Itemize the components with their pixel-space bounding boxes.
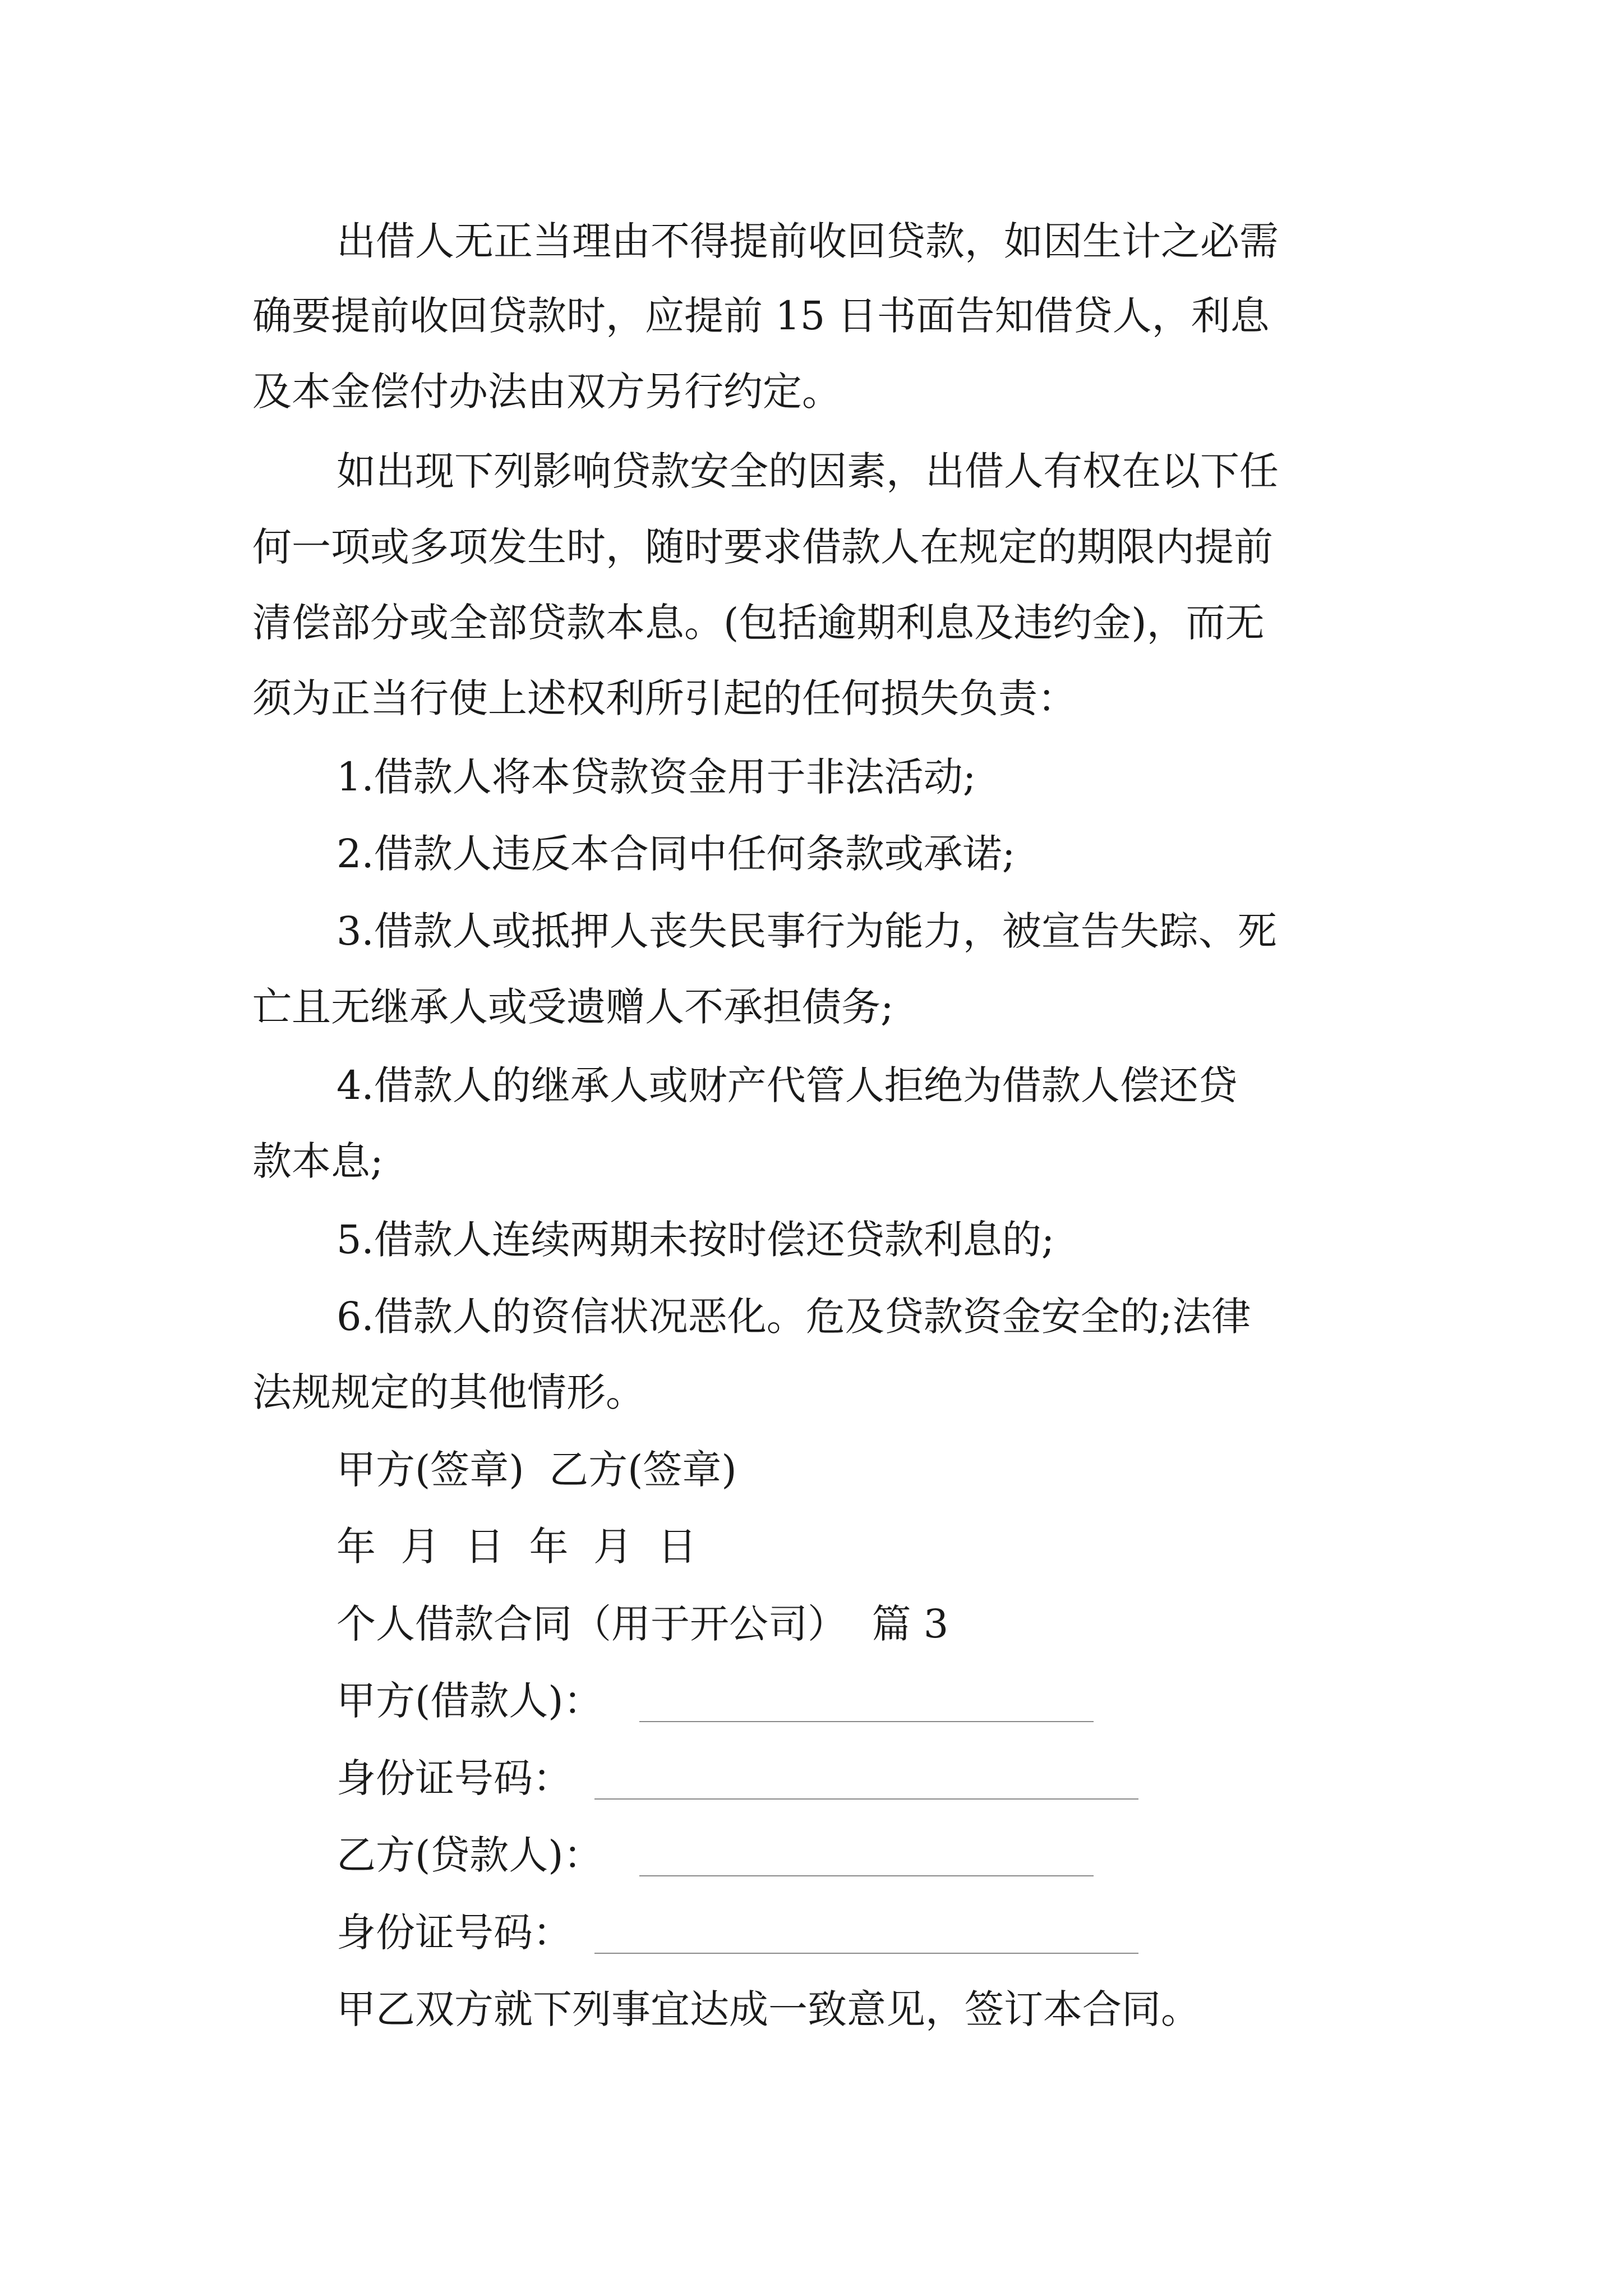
paragraph-line: 甲乙双方就下列事宜达成一致意见，签订本合同。	[336, 1986, 1200, 2032]
date-line: 年 月 日 年 月 日	[336, 1524, 697, 1570]
paragraph-line: 清偿部分或全部贷款本息。(包括逾期利息及违约金)，而无	[252, 600, 1265, 646]
list-item: 4.借款人的继承人或财产代管人拒绝为借款人偿还贷	[336, 1062, 1238, 1108]
paragraph-line: 何一项或多项发生时，随时要求借款人在规定的期限内提前	[252, 524, 1273, 570]
field-label-id-number: 身份证号码：	[336, 1910, 572, 1955]
field-label-party-b: 乙方(贷款人)：	[336, 1832, 603, 1878]
party-b-blank	[639, 1875, 1094, 1876]
list-item-continuation: 亡且无继承人或受遗赠人不承担债务;	[252, 984, 894, 1030]
field-label-party-a: 甲方(借款人)：	[336, 1678, 603, 1724]
field-label-id-number: 身份证号码：	[336, 1755, 572, 1801]
id-number-blank	[594, 1953, 1138, 1954]
paragraph-line: 须为正当行使上述权利所引起的任何损失负责：	[252, 675, 1077, 721]
paragraph-line: 及本金偿付办法由双方另行约定。	[252, 369, 841, 415]
section-title: 个人借款合同（用于开公司） 篇 3	[336, 1601, 949, 1647]
list-item: 6.借款人的资信状况恶化。危及贷款资金安全的;法律	[336, 1294, 1251, 1340]
list-item-continuation: 款本息;	[252, 1138, 384, 1184]
list-item-continuation: 法规规定的其他情形。	[252, 1369, 645, 1415]
party-a-blank	[639, 1721, 1094, 1722]
id-number-blank	[594, 1798, 1138, 1800]
signature-line: 甲方(签章) 乙方(签章)	[336, 1447, 737, 1493]
list-item: 1.借款人将本贷款资金用于非法活动;	[336, 754, 976, 800]
paragraph-line: 出借人无正当理由不得提前收回贷款，如因生计之必需	[336, 218, 1279, 264]
paragraph-line: 如出现下列影响贷款安全的因素，出借人有权在以下任	[336, 448, 1279, 494]
list-item: 3.借款人或抵押人丧失民事行为能力，被宣告失踪、死	[336, 908, 1277, 954]
list-item: 5.借款人连续两期未按时偿还贷款利息的;	[336, 1217, 1055, 1263]
paragraph-line: 确要提前收回贷款时，应提前 15 日书面告知借贷人，利息	[252, 293, 1270, 339]
list-item: 2.借款人违反本合同中任何条款或承诺;	[336, 831, 1016, 877]
